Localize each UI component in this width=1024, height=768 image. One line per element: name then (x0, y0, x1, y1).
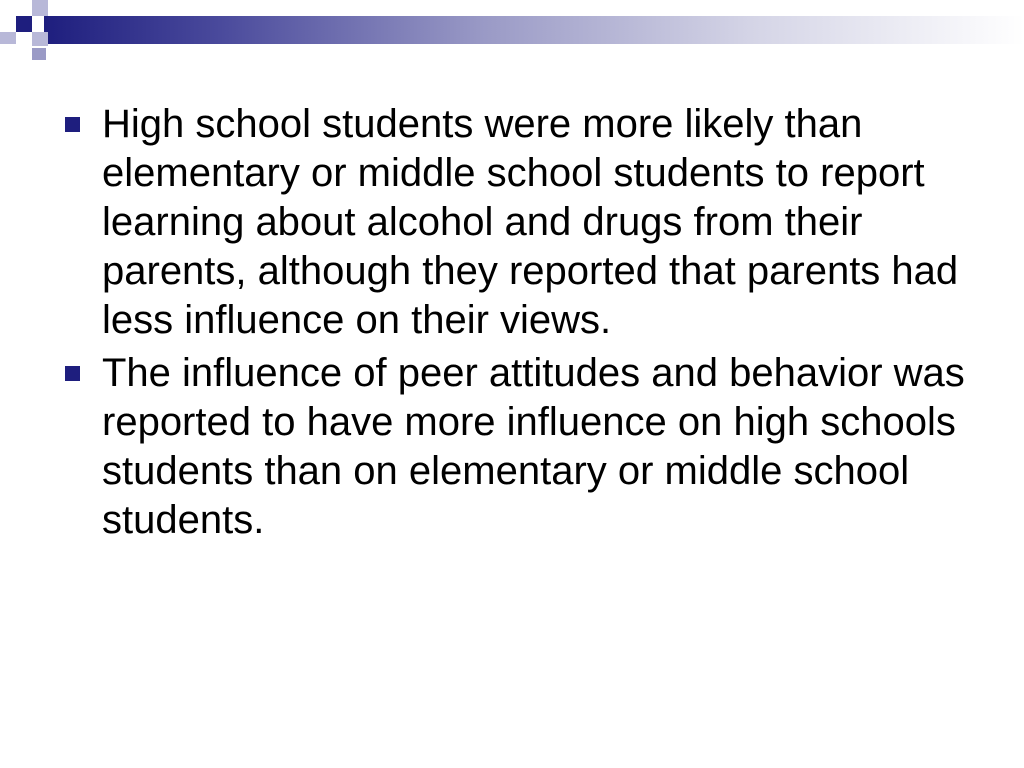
square-bullet-icon (65, 117, 80, 132)
square-bullet-icon (65, 366, 80, 381)
decor-square (32, 32, 48, 46)
decor-square (16, 0, 32, 16)
decor-square (32, 0, 48, 16)
header-gradient-bar (44, 16, 1024, 44)
decor-square (0, 0, 16, 16)
bullet-item (62, 100, 982, 345)
bullet-text: High school students were more likely than elementary or middle school students to report learning about alcohol and drugs from their parents, although they reported that parents had less influence on their views. (102, 102, 959, 342)
decor-square (16, 16, 32, 32)
bullet-item (62, 349, 982, 545)
decor-square (48, 0, 64, 16)
bullet-text: The influence of peer attitudes and behavior was reported to have more influence on high schools students than on elementary or middle school students. (102, 351, 965, 542)
decor-square (32, 48, 46, 60)
bullet-list (62, 100, 982, 549)
decor-square (0, 32, 16, 44)
